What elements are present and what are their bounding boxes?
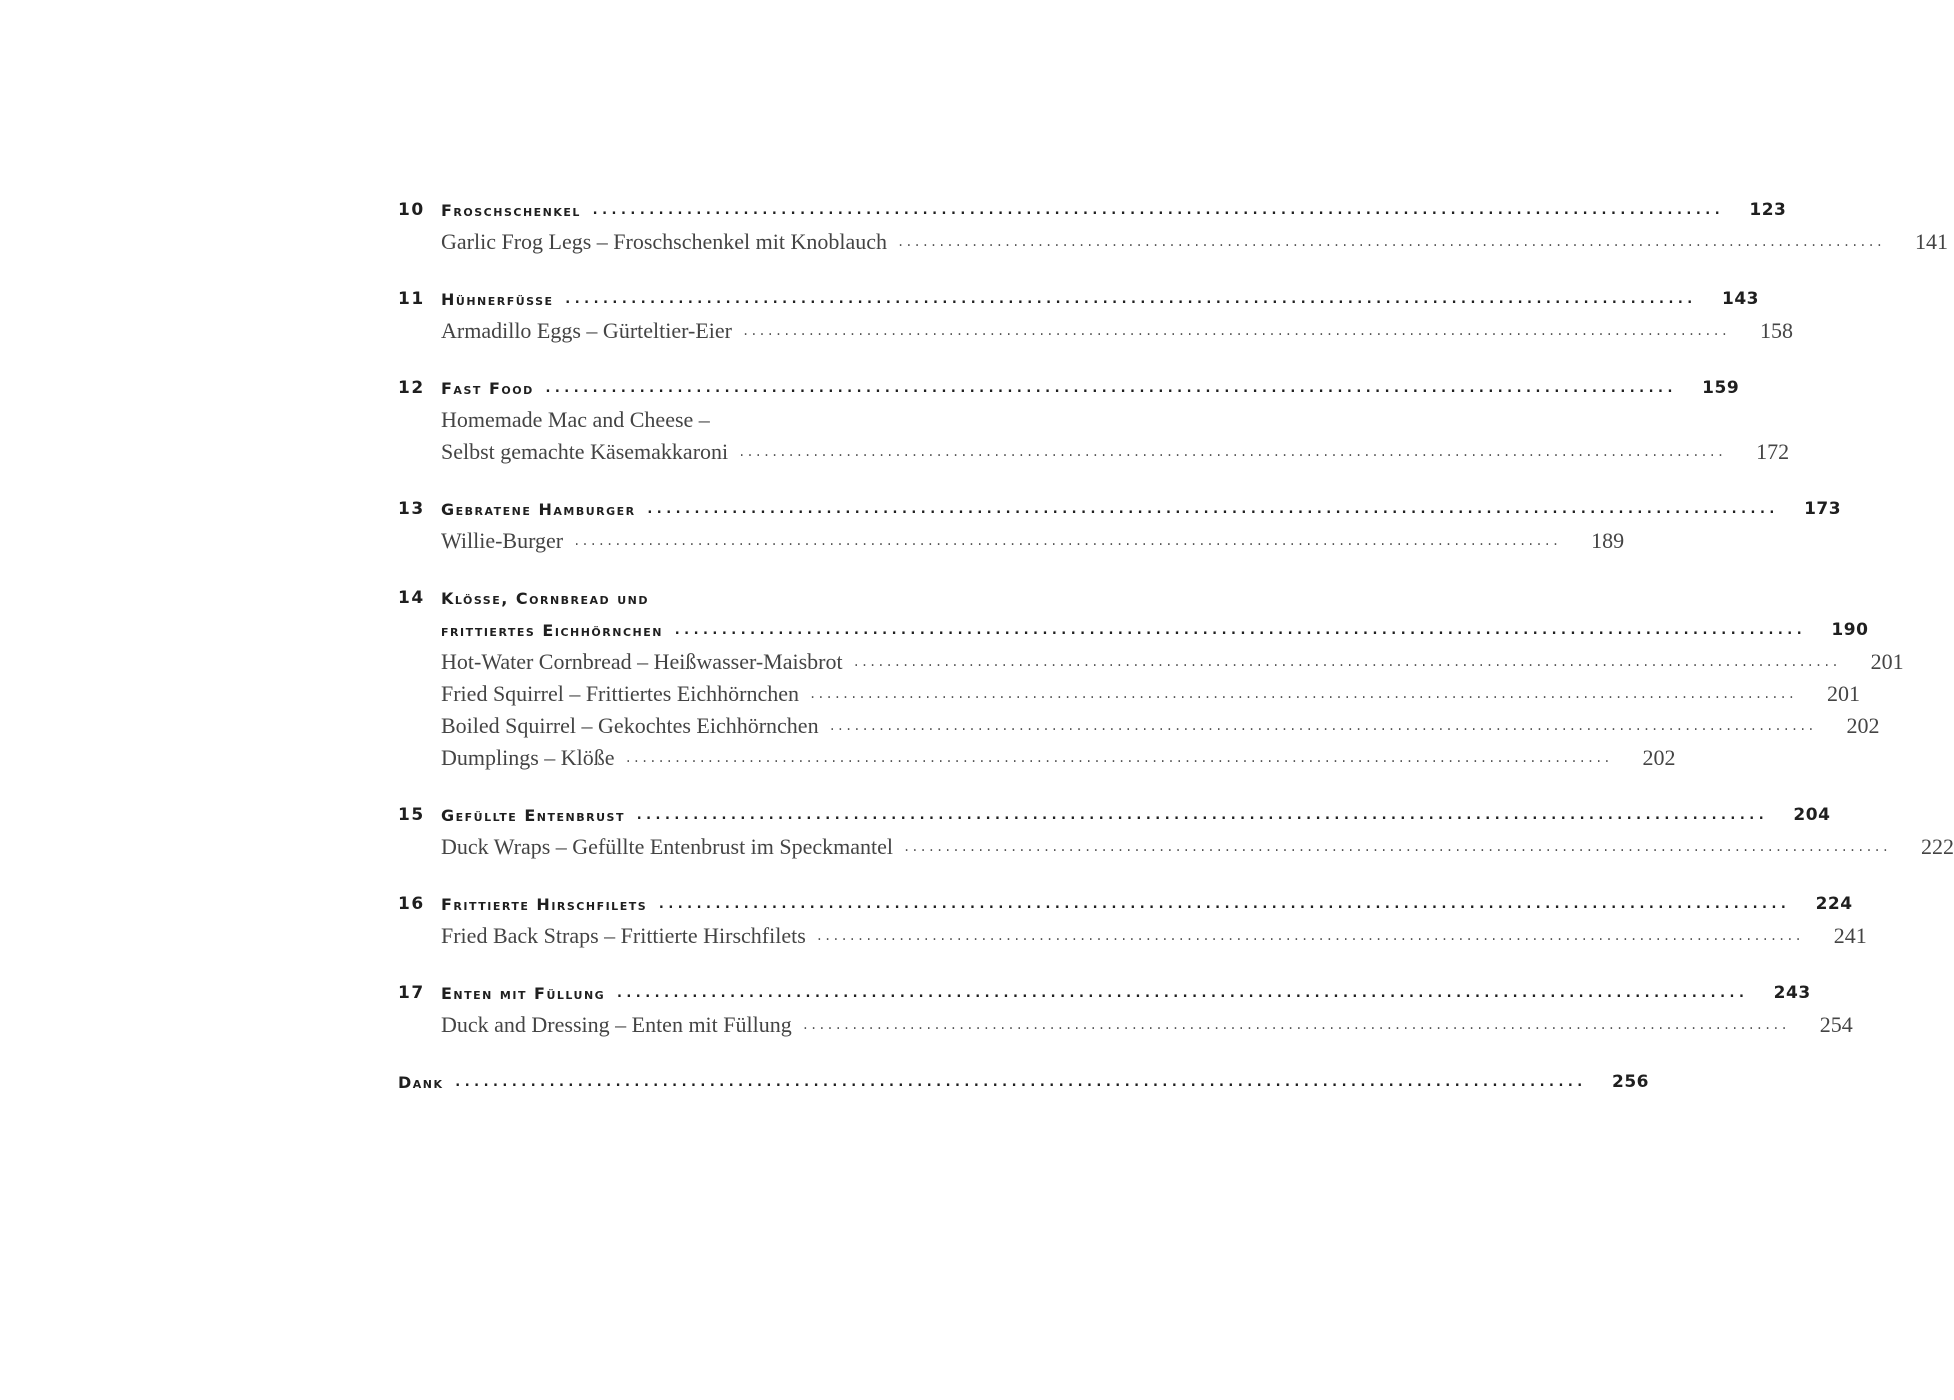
dot-leader: ........................................................................................................................ xyxy=(741,324,1729,338)
dot-leader: ........................................................................................................................ xyxy=(738,445,1726,459)
acknowledgements-page-number: 256 xyxy=(1611,1072,1649,1092)
dot-leader: ........................................................................................................................ xyxy=(590,202,1723,218)
recipe-entry[interactable] xyxy=(398,1009,1853,1041)
dot-leader: ........................................................................................................................ xyxy=(563,291,1695,307)
recipe-entry-line1[interactable] xyxy=(398,404,1015,436)
chapter-number: 16 xyxy=(398,894,425,914)
recipe-entry[interactable] xyxy=(398,920,1867,952)
chapter-page-number: 243 xyxy=(1773,983,1811,1003)
recipe-title: Homemade Mac and Cheese – xyxy=(441,407,710,432)
recipe-title: Hot-Water Cornbread – Heißwasser-Maisbrot xyxy=(441,649,843,674)
recipe-title: Dumplings – Klöße xyxy=(441,745,615,770)
recipe-page-number: 189 xyxy=(1591,528,1625,553)
chapter-title: frittiertes Eichhörnchen xyxy=(441,620,663,640)
recipe-title: Selbst gemachte Käsemakkaroni xyxy=(441,439,729,464)
dot-leader: ........................................................................................................................ xyxy=(624,751,1612,765)
dot-leader: ........................................................................................................................ xyxy=(815,929,1803,943)
recipe-entry-line2[interactable] xyxy=(398,436,1790,468)
recipe-entry[interactable] xyxy=(398,742,1676,774)
recipe-page-number: 158 xyxy=(1759,318,1793,343)
chapter-title: Klösse, Cornbread und xyxy=(441,588,650,608)
chapter-title: Hühnerfüsse xyxy=(441,289,554,309)
recipe-page-number: 202 xyxy=(1846,713,1880,738)
recipe-entry[interactable] xyxy=(398,525,1625,557)
recipe-title: Garlic Frog Legs – Froschschenkel mit Knoblauch xyxy=(441,229,888,254)
dot-leader: ........................................................................................................................ xyxy=(672,622,1805,638)
chapter-number: 11 xyxy=(398,289,425,309)
dot-leader: ........................................................................................................................ xyxy=(645,501,1778,517)
recipe-title: Duck and Dressing – Enten mit Füllung xyxy=(441,1012,792,1037)
chapter-number: 14 xyxy=(398,588,425,608)
chapter-title: Froschschenkel xyxy=(441,200,581,220)
dot-leader: ........................................................................................................................ xyxy=(573,534,1561,548)
chapter-number: 12 xyxy=(398,378,425,398)
recipe-page-number: 201 xyxy=(1826,681,1860,706)
recipe-page-number: 222 xyxy=(1921,834,1954,859)
chapter-title: Enten mit Füllung xyxy=(441,983,606,1003)
chapter-page-number: 204 xyxy=(1793,805,1831,825)
recipe-entry[interactable] xyxy=(398,831,1954,863)
chapter-number: 10 xyxy=(398,200,425,220)
chapter-page-number: 224 xyxy=(1815,894,1853,914)
recipe-entry[interactable] xyxy=(398,315,1793,347)
chapter-entry[interactable] xyxy=(398,283,1759,315)
recipe-title: Willie-Burger xyxy=(441,528,564,553)
chapter-page-number: 173 xyxy=(1804,499,1842,519)
chapter-title: Fast Food xyxy=(441,378,534,398)
table-of-contents xyxy=(398,194,1954,1098)
recipe-page-number: 201 xyxy=(1870,649,1904,674)
chapter-page-number: 159 xyxy=(1702,378,1740,398)
recipe-entry[interactable] xyxy=(398,710,1880,742)
chapter-entry-line1[interactable] xyxy=(398,582,1015,614)
recipe-page-number: 141 xyxy=(1914,229,1948,254)
chapter-entry[interactable] xyxy=(398,977,1811,1009)
chapter-page-number: 123 xyxy=(1749,200,1787,220)
chapter-title: Gebratene Hamburger xyxy=(441,499,636,519)
chapter-number: 15 xyxy=(398,805,425,825)
chapter-title: Gefüllte Entenbrust xyxy=(441,805,625,825)
acknowledgements-title: Dank xyxy=(398,1072,444,1092)
chapter-page-number: 143 xyxy=(1721,289,1759,309)
recipe-title: Armadillo Eggs – Gürteltier-Eier xyxy=(441,318,732,343)
chapter-title: Frittierte Hirschfilets xyxy=(441,894,648,914)
dot-leader: ........................................................................................................................ xyxy=(903,840,1890,854)
recipe-page-number: 241 xyxy=(1833,923,1867,948)
recipe-title: Boiled Squirrel – Gekochtes Eichhörnchen xyxy=(441,713,819,738)
recipe-entry[interactable] xyxy=(398,678,1860,710)
dot-leader: ........................................................................................................................ xyxy=(801,1018,1789,1032)
dot-leader: ........................................................................................................................ xyxy=(657,896,1789,912)
recipe-title: Duck Wraps – Gefüllte Entenbrust im Speckmantel xyxy=(441,834,894,859)
dot-leader: ........................................................................................................................ xyxy=(828,719,1816,733)
chapter-entry[interactable] xyxy=(398,372,1740,404)
dot-leader: ........................................................................................................................ xyxy=(634,807,1767,823)
dot-leader: ........................................................................................................................ xyxy=(897,235,1884,249)
dot-leader: ........................................................................................................................ xyxy=(543,380,1676,396)
recipe-page-number: 254 xyxy=(1819,1012,1853,1037)
chapter-page-number: 190 xyxy=(1831,620,1869,640)
recipe-entry[interactable] xyxy=(398,646,1904,678)
recipe-entry[interactable] xyxy=(398,226,1948,258)
dot-leader: ........................................................................................................................ xyxy=(453,1074,1585,1090)
recipe-title: Fried Squirrel – Frittiertes Eichhörnchen xyxy=(441,681,800,706)
chapter-entry[interactable] xyxy=(398,799,1831,831)
chapter-entry[interactable] xyxy=(398,194,1787,226)
chapter-entry[interactable] xyxy=(398,888,1853,920)
chapter-entry-line2[interactable] xyxy=(398,614,1869,646)
dot-leader: ........................................................................................................................ xyxy=(615,985,1747,1001)
chapter-entry[interactable] xyxy=(398,493,1842,525)
recipe-title: Fried Back Straps – Frittierte Hirschfilets xyxy=(441,923,806,948)
recipe-page-number: 172 xyxy=(1756,439,1790,464)
chapter-number: 13 xyxy=(398,499,425,519)
acknowledgements-entry[interactable] xyxy=(398,1066,1649,1098)
dot-leader: ........................................................................................................................ xyxy=(809,687,1796,701)
recipe-page-number: 202 xyxy=(1642,745,1676,770)
dot-leader: ........................................................................................................................ xyxy=(852,655,1840,669)
chapter-number: 17 xyxy=(398,983,425,1003)
